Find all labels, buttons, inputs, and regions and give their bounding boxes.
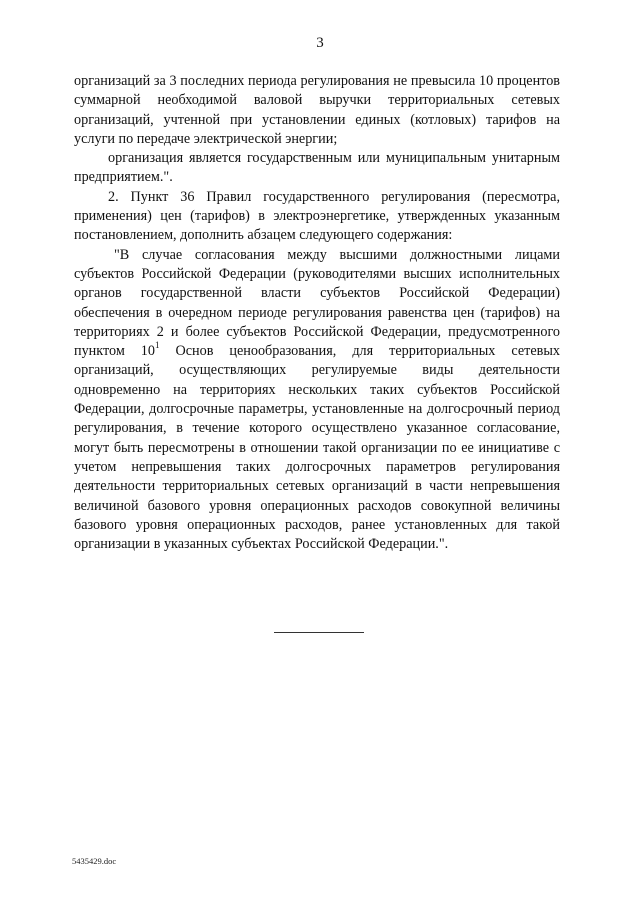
page-number: 3 <box>316 35 324 51</box>
amendment-text-end: Основ ценообразования, для территориальных сетевых организаций, осуществляющих регулируемые виды деятельности одновременно на территориях нескольких таких субъектов Российской Федерации, долгосрочные параметры, установленные на долгосрочный период регулирования, в течение которого осуществлено указанное согласование, могут быть пересмотрены в отношении такой организации по ее инициативе с учетом непревышения таких долгосрочных параметров регулирования деятельности территориальных сетевых организаций в части непревышения величиной базового уровня операционных расходов совокупной величины базового уровня операционных расходов, ранее установленных для такой организации в указанных субъектах Российской Федерации.". <box>74 343 560 553</box>
superscript-marker: 1 <box>154 340 160 351</box>
paragraph-item-2: 2. Пункт 36 Правил государственного регулирования (пересмотра, применения) цен (тарифов) в электроэнергетике, утвержденных указанным постановлением, дополнить абзацем следующего содержания: <box>74 188 560 244</box>
document-file-reference: 5435429.doc <box>72 856 117 866</box>
amendment-text-start: "В случае согласования между высшими должностными лицами субъектов Российской Федерации (руководителями высших исполнительных органов государственной власти субъектов Российской Федерации) обеспечения в очередном периоде регулирования равенства цен (тарифов) на территориях 2 и более субъектов Российской Федерации, предусмотренного пунктом 10 <box>74 246 560 360</box>
paragraph-unitary-enterprise: организация является государственным или муниципальным унитарным предприятием.". <box>74 150 560 186</box>
paragraph-continuation: организаций за 3 последних периода регулирования не превысила 10 процентов суммарной необходимой валовой выручки территориальных сетевых организаций, учтенной при установлении единых (котловых) тарифов на услуги по передаче электрической энергии; <box>74 73 560 147</box>
end-divider-line <box>274 632 364 633</box>
paragraph-quoted-amendment <box>74 246 560 555</box>
document-body <box>74 72 560 554</box>
